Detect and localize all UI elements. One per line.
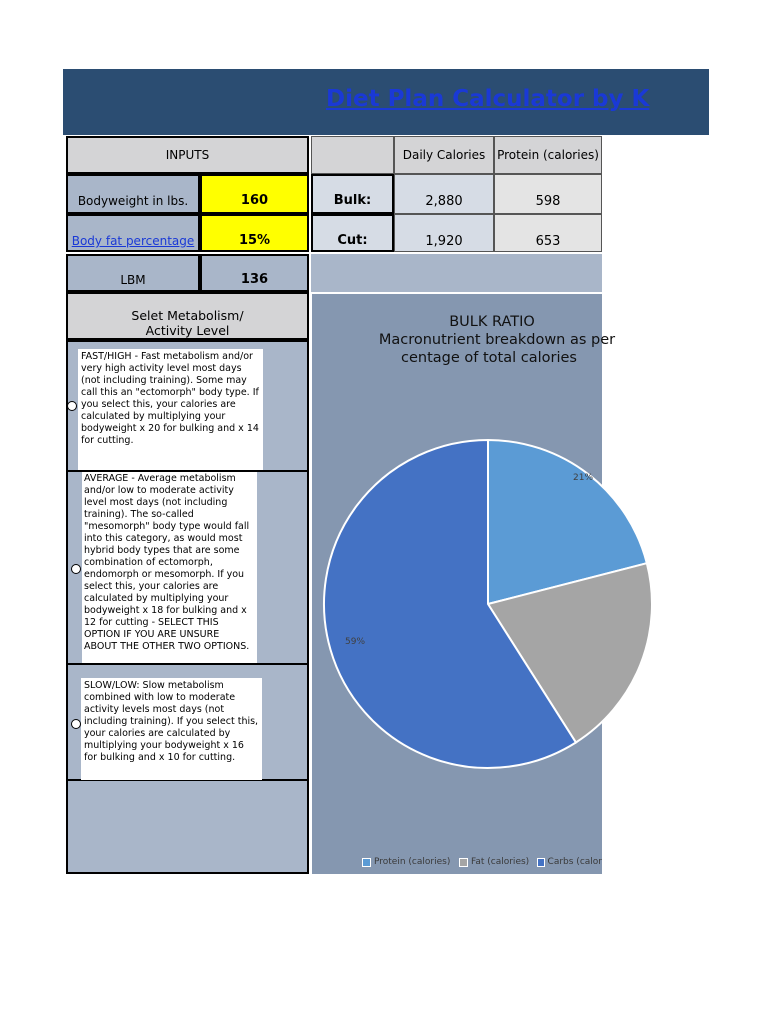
legend-fat [459,857,529,867]
bulk-ratio-chart[interactable] [312,294,616,874]
page-title[interactable]: Diet Plan Calculator by K [326,86,650,112]
legend-swatch-carbs [537,858,545,867]
cut-protein-calories: 653 [494,214,602,252]
option-average-text: AVERAGE - Average metabolism and/or low to moderate activity level most days (not including training). The so-called "mesomorph" body type would fall into this category, as would most hybrid body types that are some combination of ectomorph, endomorph or mesomorph. If you select this, your calories are calculated by multiplying your bodyweight x 18 for bulking and x 12 for cutting - SELECT THIS OPTION IF YOU ARE UNSURE ABOUT THE OTHER TWO OPTIONS. [82,472,257,663]
col-daily-calories: Daily Calories [394,136,494,174]
cut-label: Cut: [311,214,394,252]
metabolism-heading [66,292,309,340]
results-spacer [311,254,602,292]
legend-label-protein: Protein (calories) [374,857,451,867]
results-header-blank [311,136,394,174]
legend-swatch-protein [362,858,371,867]
metabolism-radio-fast[interactable] [67,401,77,411]
metabolism-radio-slow[interactable] [71,719,81,729]
pie-data-label-2: 59% [345,637,366,647]
pie-svg [312,294,602,874]
metabolism-heading-line2: Activity Level [145,323,230,338]
cut-daily-calories: 1,920 [394,214,494,252]
col-protein-calories: Protein (calories) [494,136,602,174]
legend-label-carbs: Carbs (calor [547,857,602,867]
pie-data-label-0: 21% [573,473,594,483]
bodyweight-label: Bodyweight in lbs. [66,174,200,214]
chart-title: BULK RATIO [449,314,535,330]
metabolism-heading-line1: Selet Metabolism/ [131,308,244,323]
bodyweight-input[interactable]: 160 [200,174,309,214]
legend-swatch-fat [459,858,468,867]
metabolism-radio-average[interactable] [71,564,81,574]
bulk-label: Bulk: [311,174,394,214]
chart-subtitle-line1: Macronutrient breakdown as per [378,332,616,348]
option-slow-text: SLOW/LOW: Slow metabolism combined with low to moderate activity levels most days (not including training). If you select this, your calories are calculated by multiplying your bodyweight x 16 for bulking and x 10 for cutting. [81,678,262,780]
legend-carbs [537,857,602,867]
bodyfat-label[interactable]: Body fat percentage [66,214,200,252]
lbm-label: LBM [66,254,200,292]
inputs-heading: INPUTS [66,136,309,174]
legend-protein [362,857,450,867]
bulk-daily-calories: 2,880 [394,174,494,214]
bulk-protein-calories: 598 [494,174,602,214]
lbm-value: 136 [200,254,309,292]
option-fast-text: FAST/HIGH - Fast metabolism and/or very high activity level most days (not including training). Some may call this an "ectomorph" body type. If you select this, your calories are calculated by multiplying your bodyweight x 20 for bulking and x 14 for cutting. [78,349,263,470]
chart-subtitle-line2: centage of total calories [401,350,577,366]
legend-label-fat: Fat (calories) [471,857,530,867]
bodyfat-input[interactable]: 15% [200,214,309,252]
option-divider [66,663,309,665]
